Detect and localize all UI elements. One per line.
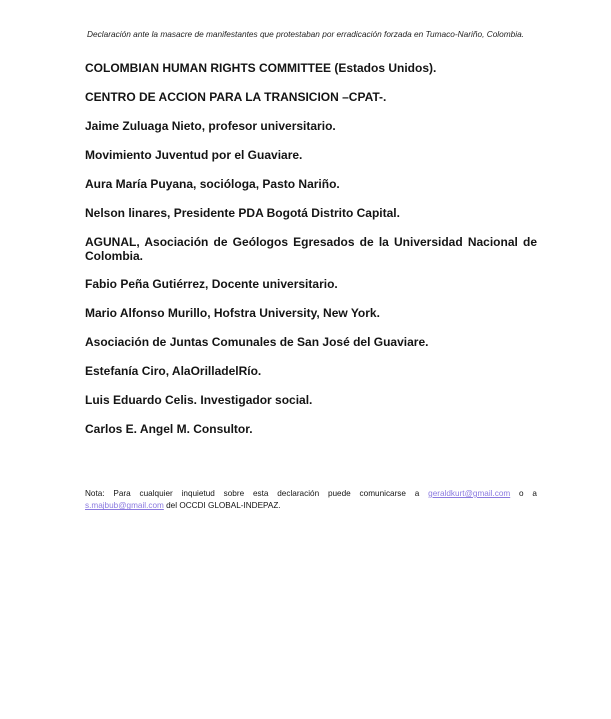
signatory-entry: Carlos E. Angel M. Consultor.	[85, 422, 253, 437]
signatory-entry: CENTRO DE ACCION PARA LA TRANSICION –CPAT-.	[85, 89, 387, 104]
document-title: Declaración ante la masacre de manifestantes que protestaban por erradicación forzada en Tumaco-Nariño, Colombia.	[87, 29, 525, 39]
signatory-entry: Jaime Zuluaga Nieto, profesor universitario.	[85, 118, 336, 133]
signatory-entry	[85, 236, 537, 263]
signatory-entry: Luis Eduardo Celis. Investigador social.	[85, 393, 313, 408]
signatory-entry: Estefanía Ciro, AlaOrilladelRío.	[85, 364, 262, 379]
signatory-entry: Mario Alfonso Murillo, Hofstra University, New York.	[85, 306, 380, 321]
contact-note-line	[85, 500, 537, 512]
signatory-entry-line: Colombia.	[85, 248, 144, 263]
signatory-entry: Aura María Puyana, socióloga, Pasto Nariño.	[85, 176, 340, 191]
email-link-geraldkurt[interactable]: geraldkurt@gmail.com	[428, 489, 511, 498]
contact-note-text: del OCCDI GLOBAL-INDEPAZ.	[166, 501, 281, 511]
signatory-entry: Nelson linares, Presidente PDA Bogotá Distrito Capital.	[85, 205, 400, 220]
signatory-entry-line: AGUNAL, Asociación de Geólogos Egresados de la Universidad Nacional de	[85, 234, 537, 249]
signatories-list	[85, 62, 537, 452]
contact-note-text: Nota: Para cualquier inquietud sobre esta declaración puede comunicarse a	[85, 489, 420, 498]
contact-note	[85, 488, 537, 512]
email-link-smajbub[interactable]: s.majbub@gmail.com	[85, 501, 164, 511]
signatory-entry: Asociación de Juntas Comunales de San José del Guaviare.	[85, 335, 429, 350]
contact-note-line	[85, 488, 537, 500]
signatory-entry: Movimiento Juventud por el Guaviare.	[85, 147, 303, 162]
signatory-entry: COLOMBIAN HUMAN RIGHTS COMMITTEE (Estados Unidos).	[85, 61, 437, 75]
contact-note-text: o a	[519, 489, 537, 498]
signatory-entry: Fabio Peña Gutiérrez, Docente universitario.	[85, 277, 338, 292]
